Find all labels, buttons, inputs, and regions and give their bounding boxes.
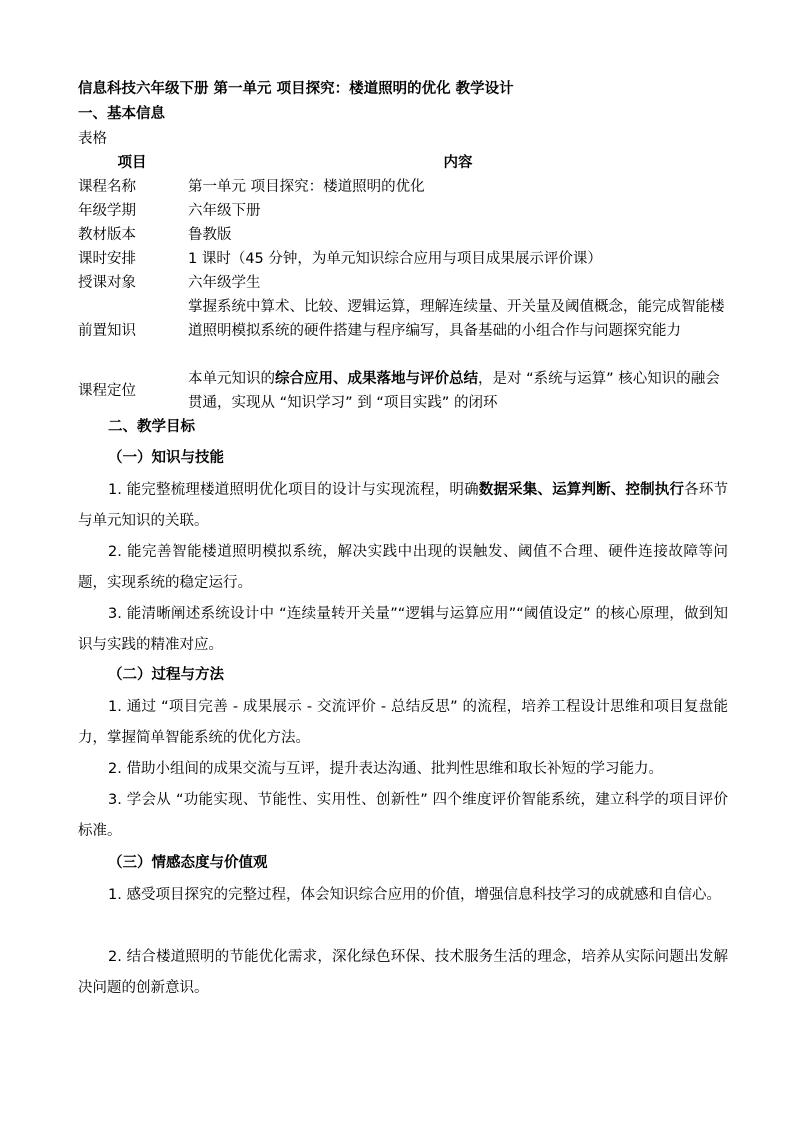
paragraph: 3. 能清晰阐述系统设计中 “连续量转开关量”“逻辑与运算应用”“阈值设定” 的核心原理，做到知识与实践的精准对应。 (78, 606, 728, 653)
table-caption: 表格 (78, 131, 107, 147)
paragraph-text-bold: 数据采集、运算判断、控制执行 (478, 482, 685, 498)
row-key: 课时安排 (78, 251, 136, 267)
paragraph-text: 1. 能完整梳理楼道照明优化项目的设计与实现流程，明确 (108, 482, 479, 498)
row-value: 六年级下册 (188, 203, 261, 219)
table-header-content: 内容 (443, 155, 473, 171)
paragraph: 1. 通过 “项目完善 - 成果展示 - 交流评价 - 总结反思” 的流程，培养工程设计思维和项目复盘能力，掌握简单智能系统的优化方法。 (78, 699, 728, 746)
document-title: 信息科技六年级下册 第一单元 项目探究：楼道照明的优化 教学设计 (78, 81, 514, 97)
row-value (188, 367, 728, 415)
row-key: 课程定位 (78, 383, 136, 399)
paragraph: 3. 学会从 “功能实现、节能性、实用性、创新性” 四个维度评价智能系统，建立科学的项目评价标准。 (78, 792, 728, 839)
row-key: 年级学期 (78, 203, 136, 219)
subheading-emotion-values: （三）情感态度与价值观 (108, 855, 268, 871)
row-key: 授课对象 (78, 275, 136, 291)
value-text-bold: 综合应用、成果落地与评价总结 (275, 371, 478, 387)
row-value: 鲁教版 (188, 227, 232, 243)
paragraph (78, 475, 728, 537)
subheading-process-methods: （二）过程与方法 (108, 667, 224, 683)
paragraph: 2. 结合楼道照明的节能优化需求，深化绿色环保、技术服务生活的理念，培养从实际问题出发解决问题的创新意识。 (78, 949, 728, 996)
paragraph: 2. 能完善智能楼道照明模拟系统，解决实践中出现的误触发、阈值不合理、硬件连接故障等问题，实现系统的稳定运行。 (78, 544, 728, 591)
paragraph: 1. 感受项目探究的完整过程，体会知识综合应用的价值，增强信息科技学习的成就感和自信心。 (108, 887, 721, 903)
row-value: 第一单元 项目探究：楼道照明的优化 (188, 179, 425, 195)
table-header-item: 项目 (117, 155, 147, 171)
section-heading-goals: 二、教学目标 (108, 419, 195, 435)
value-text: ，是对 “系统与运算” 核心知识的融会贯通，实现从 “知识学习” 到 “项目实践” 的闭环 (188, 371, 720, 411)
value-text: 本单元知识的 (188, 371, 275, 387)
paragraph: 2. 借助小组间的成果交流与互评，提升表达沟通、批判性思维和取长补短的学习能力。 (108, 761, 663, 777)
row-value: 六年级学生 (188, 275, 261, 291)
row-key: 前置知识 (78, 323, 136, 339)
section-heading-basic-info: 一、基本信息 (78, 106, 165, 122)
row-key: 教材版本 (78, 227, 136, 243)
row-value: 掌握系统中算术、比较、逻辑运算，理解连续量、开关量及阈值概念，能完成智能楼道照明模拟系统的硬件搭建与程序编写，具备基础的小组合作与问题探究能力 (188, 299, 725, 339)
row-key: 课程名称 (78, 179, 136, 195)
paragraph-text: 各环节与单元知识的关联。 (78, 482, 728, 529)
row-value: 1 课时（45 分钟，为单元知识综合应用与项目成果展示评价课） (188, 251, 602, 267)
subheading-knowledge-skills: （一）知识与技能 (108, 450, 224, 466)
